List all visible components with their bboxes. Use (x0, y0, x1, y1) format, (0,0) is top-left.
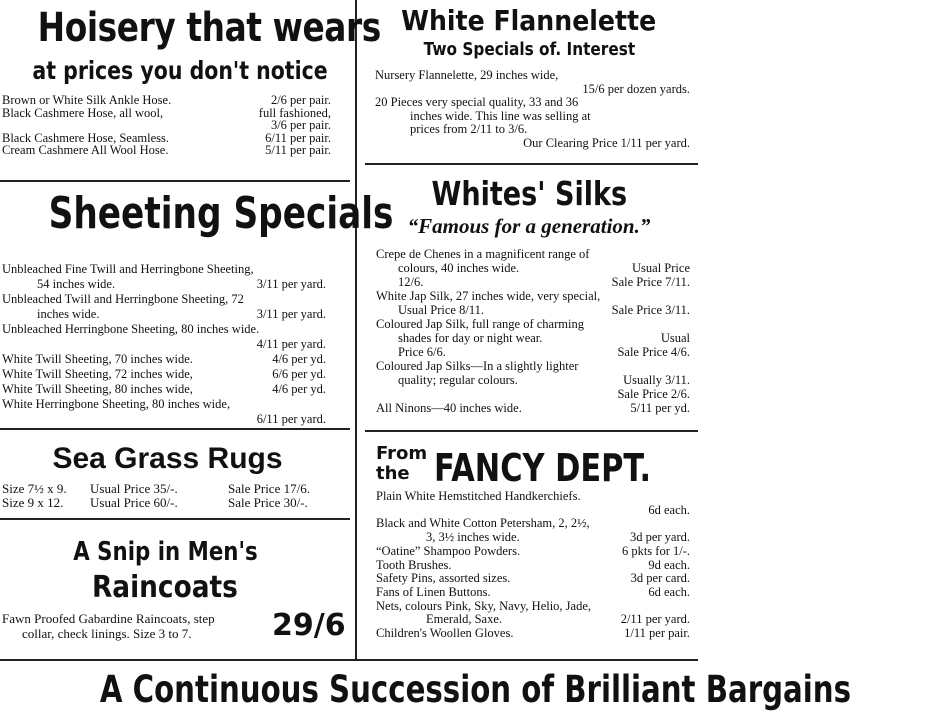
rug-size: Size 7½ x 9. (2, 481, 67, 496)
flannelette-text: prices from 2/11 to 3/6. (410, 122, 528, 136)
divider (0, 659, 698, 661)
rug-usual-price: Usual Price 35/-. (90, 481, 178, 496)
fancy-text: 3, 3½ inches wide. (426, 530, 520, 545)
silks-price: Usual (660, 331, 690, 345)
fancy-text: “Oatine” Shampoo Powders. (376, 543, 521, 558)
sheeting-text: 54 inches wide. (37, 277, 116, 291)
hosiery-price: 2/6 per pair. (270, 93, 331, 107)
silks-subtitle: “Famous for a generation.” (407, 214, 651, 238)
silks-price: Sale Price 3/11. (611, 303, 690, 317)
sheeting-text: White Twill Sheeting, 80 inches wide, (2, 382, 193, 396)
silks-price: Sale Price 7/11. (611, 275, 690, 289)
sheeting-text: Unbleached Fine Twill and Herringbone Sheeting, (2, 262, 254, 276)
hosiery-text: Black Cashmere Hose, Seamless. (2, 130, 169, 145)
fancy-price: 2/11 per yard. (620, 612, 690, 627)
sheeting-text: White Twill Sheeting, 72 inches wide, (2, 367, 193, 381)
divider (365, 430, 698, 432)
divider (0, 428, 350, 430)
silks-text: Coloured Jap Silks—In a slightly lighter (376, 359, 579, 373)
raincoats-title-1: A Snip in Men's (72, 537, 258, 567)
fancy-price: 3d per yard. (629, 530, 690, 545)
divider (365, 163, 698, 165)
sheeting-text: White Herringbone Sheeting, 80 inches wide, (2, 397, 231, 411)
flannelette-title: White Flannelette (401, 4, 657, 37)
rug-sale-price: Sale Price 30/-. (228, 495, 308, 510)
sheeting-text: Unbleached Twill and Herringbone Sheeting, 72 (2, 292, 244, 306)
sheeting-price: 6/11 per yard. (256, 412, 326, 426)
sheeting-text: inches wide. (37, 307, 100, 321)
flannelette-text: 20 Pieces very special quality, 33 and 36 (375, 95, 579, 109)
silks-text: White Jap Silk, 27 inches wide, very special, (376, 289, 601, 303)
silks-text: 12/6. (398, 275, 424, 289)
hosiery-text: Cream Cashmere All Wool Hose. (2, 143, 169, 157)
rug-size: Size 9 x 12. (2, 495, 64, 510)
silks-text: shades for day or night wear. (398, 331, 543, 345)
fancy-from: From (376, 443, 428, 464)
sheeting-price: 6/6 per yd. (272, 367, 326, 381)
hosiery-price: full fashioned, (258, 105, 331, 120)
footer-banner: A Continuous Succession of Brilliant Bargains (99, 668, 852, 711)
flannelette-text: inches wide. This line was selling at (410, 108, 591, 123)
rug-sale-price: Sale Price 17/6. (228, 481, 310, 496)
silks-price: Sale Price 4/6. (617, 345, 690, 359)
silks-text: All Ninons—40 inches wide. (376, 401, 522, 415)
silks-price: Sale Price 2/6. (617, 387, 690, 401)
hosiery-title: Hoisery that wears (37, 5, 381, 51)
raincoats-title-2: Raincoats (92, 570, 238, 605)
silks-price: Usually 3/11. (623, 373, 690, 387)
silks-text: Crepe de Chenes in a magnificent range of (376, 247, 590, 261)
fancy-price: 6d each. (648, 584, 690, 599)
fancy-text: Tooth Brushes. (376, 557, 452, 572)
flannelette-price: 15/6 per dozen yards. (582, 81, 690, 96)
raincoats-desc-1: Fawn Proofed Gabardine Raincoats, step (2, 611, 215, 626)
sheeting-price: 4/6 per yd. (272, 352, 326, 366)
fancy-price: 1/11 per pair. (624, 626, 690, 640)
silks-price: 5/11 per yd. (630, 401, 690, 415)
sheeting-text: Unbleached Herringbone Sheeting, 80 inches wide. (2, 322, 260, 336)
raincoats-desc-2: collar, check linings. Size 3 to 7. (22, 626, 192, 641)
sheeting-text: White Twill Sheeting, 70 inches wide. (2, 352, 193, 366)
divider (0, 180, 350, 182)
silks-title: Whites' Silks (431, 174, 627, 213)
fancy-price: 6 pkts for 1/-. (621, 543, 690, 558)
fancy-text: Safety Pins, assorted sizes. (376, 571, 511, 586)
column-divider (355, 0, 357, 660)
hosiery-text: Black Cashmere Hose, all wool, (2, 105, 164, 120)
hosiery-price: 3/6 per pair. (270, 118, 331, 132)
raincoats-price: 29/6 (272, 608, 346, 643)
sheeting-price: 3/11 per yard. (256, 307, 326, 321)
sheeting-price: 3/11 per yard. (256, 277, 326, 291)
silks-text: Usual Price 8/11. (398, 303, 484, 317)
fancy-price: 6d each. (648, 502, 690, 517)
fancy-text: Black and White Cotton Petersham, 2, 2½, (376, 516, 590, 531)
sheeting-title: Sheeting Specials (48, 188, 394, 239)
flannelette-subtitle: Two Specials of. Interest (423, 39, 635, 60)
silks-text: quality; regular colours. (398, 373, 518, 387)
sheeting-price: 4/11 per yard. (256, 337, 326, 351)
fancy-text: Fans of Linen Buttons. (376, 584, 491, 599)
hosiery-subtitle: at prices you don't notice (32, 56, 328, 85)
silks-text: Coloured Jap Silk, full range of charming (376, 317, 584, 331)
fancy-text: Plain White Hemstitched Handkerchiefs. (376, 489, 581, 503)
fancy-price: 9d each. (648, 557, 690, 572)
flannelette-text: Nursery Flannelette, 29 inches wide, (375, 68, 559, 82)
fancy-text: Emerald, Saxe. (426, 612, 503, 627)
flannelette-price: Our Clearing Price 1/11 per yard. (523, 135, 690, 150)
fancy-the: the (376, 463, 410, 484)
hosiery-price: 6/11 per pair. (265, 130, 331, 145)
silks-text: Price 6/6. (398, 345, 446, 359)
rug-usual-price: Usual Price 60/-. (90, 495, 178, 510)
fancy-text: Children's Woollen Gloves. (376, 626, 514, 640)
silks-text: colours, 40 inches wide. (398, 261, 520, 275)
fancy-text: Nets, colours Pink, Sky, Navy, Helio, Jade, (376, 598, 592, 613)
divider (0, 518, 350, 520)
sheeting-price: 4/6 per yd. (272, 382, 326, 396)
fancy-price: 3d per card. (630, 571, 690, 586)
fancy-title: FANCY DEPT. (434, 446, 652, 490)
hosiery-text: Brown or White Silk Ankle Hose. (2, 93, 172, 107)
silks-price: Usual Price (632, 261, 690, 275)
hosiery-price: 5/11 per pair. (265, 143, 331, 157)
rugs-title: Sea Grass Rugs (52, 442, 283, 475)
